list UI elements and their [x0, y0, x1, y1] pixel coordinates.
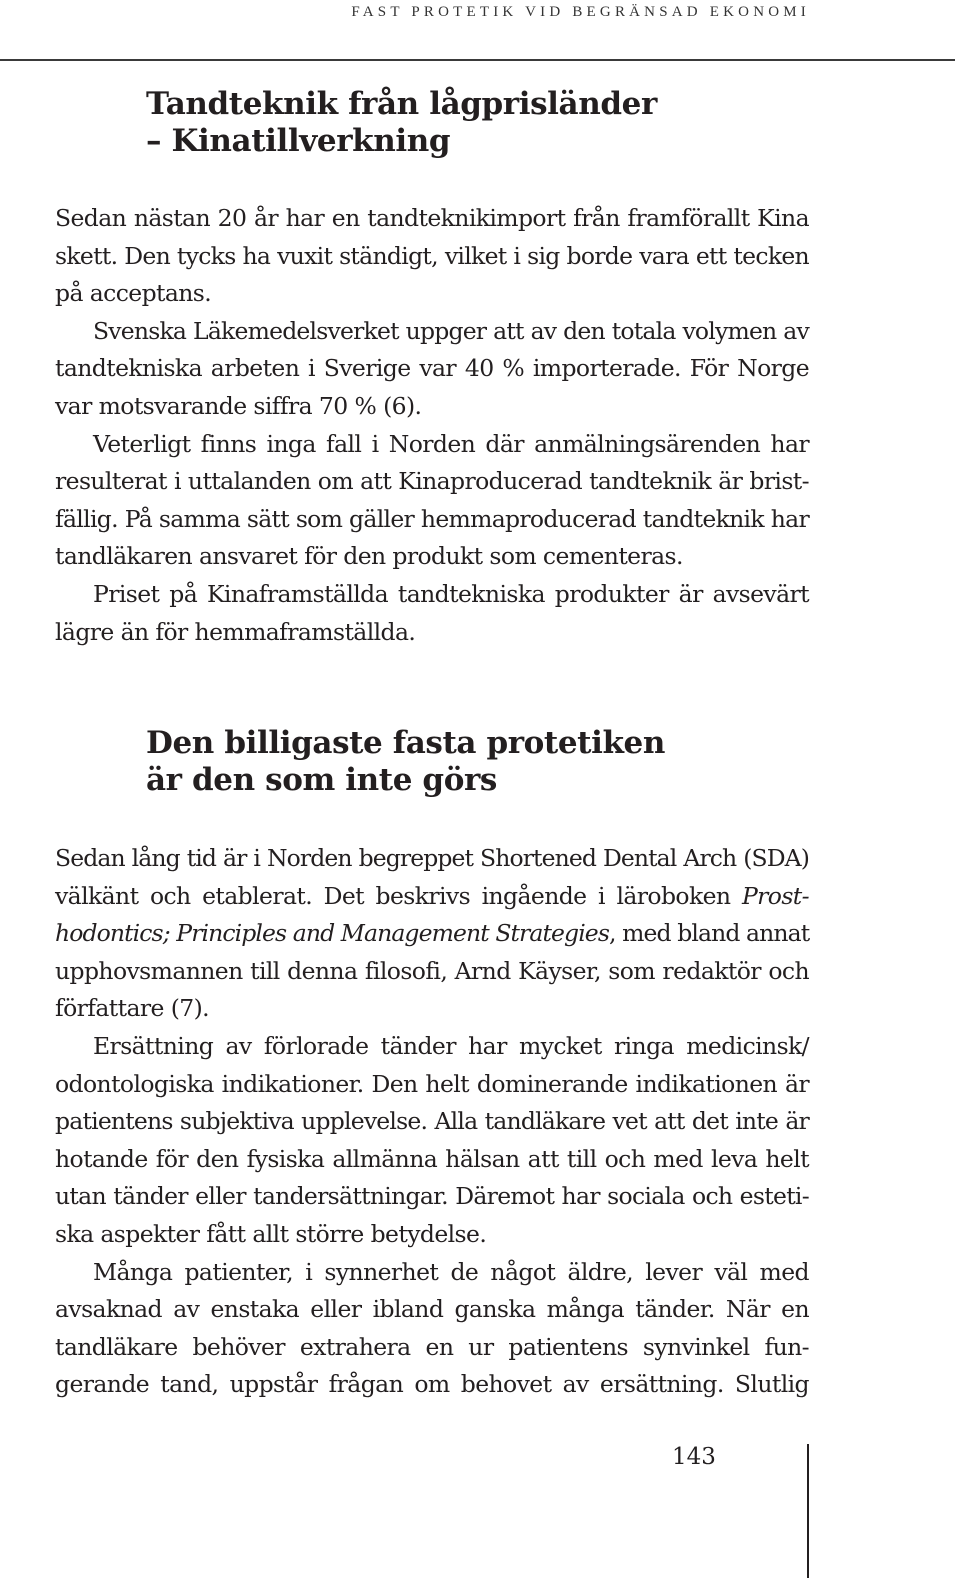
heading-line: Tandteknik från lågprisländer — [146, 86, 657, 122]
text-line: Veterligt finns inga fall i Norden där anmälningsärenden har — [93, 429, 809, 458]
book-title-fragment: Prost- — [741, 881, 809, 910]
header-rule — [0, 59, 955, 61]
paragraph-pricing — [55, 576, 809, 651]
text-line: fällig. På samma sätt som gäller hemmaproducerad tandteknik har — [55, 504, 809, 533]
text-line: Svenska Läkemedelsverket uppger att av den totala volymen av — [93, 316, 809, 345]
paragraph-quality-reports — [55, 426, 809, 576]
text-line: skett. Den tycks ha vuxit ständigt, vilket i sig borde vara ett tecken — [55, 241, 809, 270]
text-line: lägre än för hemmaframställda. — [55, 617, 416, 646]
text-line: resulterat i uttalanden om att Kinaproducerad tandteknik är brist- — [55, 467, 809, 496]
text-line: tandläkaren ansvaret för den produkt som cementeras. — [55, 542, 683, 571]
running-head: FAST PROTETIK VID BEGRÄNSAD EKONOMI — [351, 4, 810, 20]
text-line: gerande tand, uppstår frågan om behovet av ersättning. Slutlig — [55, 1370, 809, 1399]
text-line — [55, 878, 809, 916]
text-line: på acceptans. — [55, 279, 212, 308]
text-line: tandtekniska arbeten i Sverige var 40 % importerade. För Norge — [55, 354, 809, 383]
section-body-chinese-dental-technology — [55, 200, 809, 651]
heading-line: – Kinatillverkning — [146, 123, 451, 159]
page-number-rule — [807, 1444, 809, 1578]
paragraph-indications — [55, 1028, 809, 1254]
text-line: utan tänder eller tandersättningar. Däremot har sociala och esteti- — [55, 1182, 809, 1211]
text-line: ska aspekter fått allt större betydelse. — [55, 1219, 487, 1248]
heading-line: är den som inte görs — [146, 762, 497, 798]
text-line: Många patienter, i synnerhet de något äldre, lever väl med — [93, 1257, 809, 1286]
section-body-cheapest-prosthetics — [55, 840, 809, 1404]
section-heading-chinese-dental-technology — [146, 86, 657, 160]
paragraph-sda-concept — [55, 840, 809, 1028]
text-line: var motsvarande siffra 70 % (6). — [55, 391, 422, 420]
text-line: hotande för den fysiska allmänna hälsan att till och med leva helt — [55, 1144, 809, 1173]
paragraph-patients — [55, 1254, 809, 1404]
text-line: avsaknad av enstaka eller ibland ganska många tänder. När en — [55, 1295, 809, 1324]
text-line: författare (7). — [55, 994, 210, 1023]
book-title-fragment: hodontics; Principles and Management Strategies — [55, 919, 609, 948]
text-fragment: , med bland annat — [608, 919, 810, 948]
text-line — [55, 915, 809, 953]
paragraph-import-history — [55, 200, 809, 313]
text-line: tandläkare behöver extrahera en ur patientens synvinkel fun- — [55, 1332, 809, 1361]
text-line: Ersättning av förlorade tänder har mycket ringa medicinsk/ — [93, 1031, 809, 1060]
page-number: 143 — [672, 1444, 716, 1470]
text-line: odontologiska indikationer. Den helt dominerande indikationen är — [55, 1069, 809, 1098]
text-line: upphovsmannen till denna filosofi, Arnd Käyser, som redaktör och — [55, 956, 809, 985]
section-heading-cheapest-prosthetics — [146, 725, 665, 799]
heading-line: Den billigaste fasta protetiken — [146, 725, 666, 761]
text-line: Sedan nästan 20 år har en tandteknikimport från framförallt Kina — [55, 204, 809, 232]
text-line: Sedan lång tid är i Norden begreppet Shortened Dental Arch (SDA) — [55, 844, 809, 872]
paragraph-import-statistics — [55, 313, 809, 426]
text-line: patientens subjektiva upplevelse. Alla tandläkare vet att det inte är — [55, 1107, 809, 1136]
text-fragment: välkänt och etablerat. Det beskrivs ingående i läroboken — [55, 881, 742, 910]
text-line: Priset på Kinaframställda tandtekniska produkter är avsevärt — [93, 579, 809, 608]
